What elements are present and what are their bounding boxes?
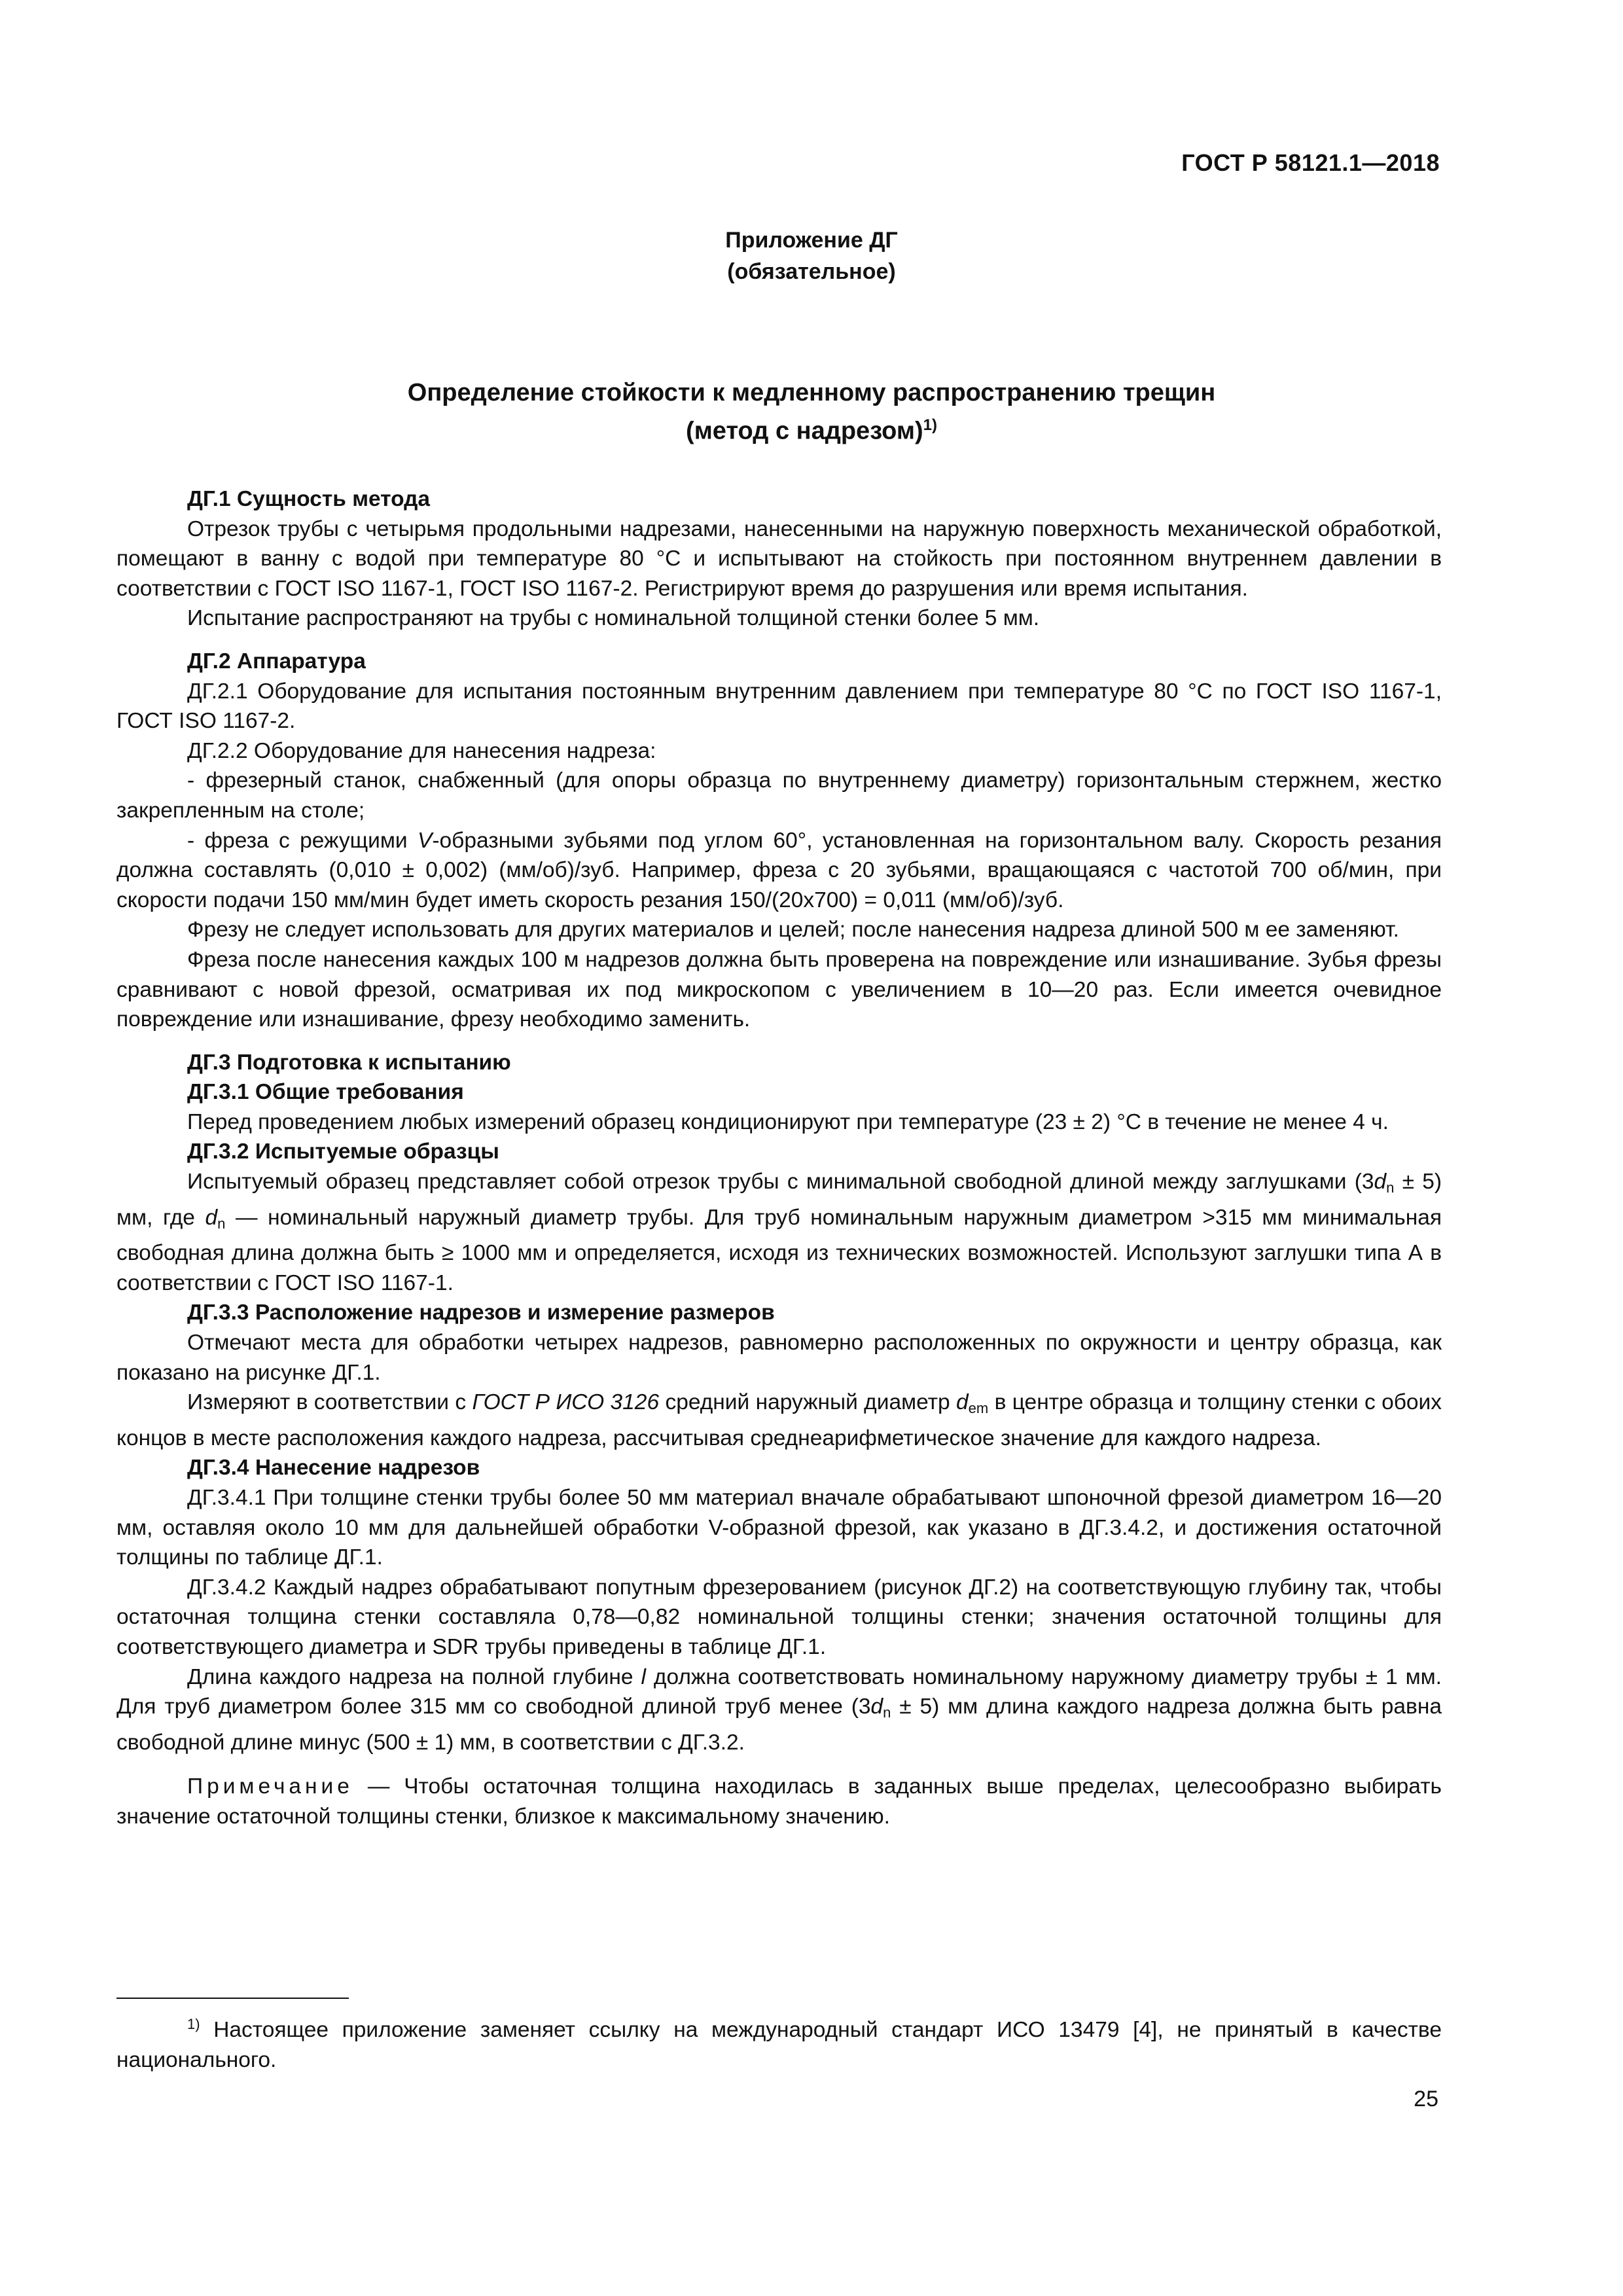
- paragraph: Длина каждого надреза на полной глубине l должна соответствовать номинальному наружному диаметру трубы ± 1 мм. Для труб диаметром более 315 мм со свободной длиной труб менее $(3d_n \pm 5)$ мм длина каждого надреза должна быть равна свободной длине минус (500 ± 1) мм, в соответствии с ДГ.3.2.: [116, 1664, 1442, 1755]
- paragraph: Испытание распространяют на трубы с номинальной толщиной стенки более 5 мм.: [187, 606, 1040, 631]
- paragraph: ДГ.3.4.2 Каждый надрез обрабатывают попутным фрезерованием (рисунок ДГ.2) на соответствующую глубину так, чтобы остаточная толщина стенки составляла 0,78—0,82 номинальной толщины стенки; значения остаточной толщины для соответствующего диаметра и SDR трубы приведены в таблице ДГ.1.: [116, 1575, 1442, 1659]
- paragraph: Фрезу не следует использовать для других материалов и целей; после нанесения надреза длиной 500 м ее заменяют.: [187, 918, 1399, 942]
- title-line-1: Определение стойкости к медленному распространению трещин: [407, 379, 1216, 406]
- paragraph: ДГ.2.2 Оборудование для нанесения надреза:: [187, 738, 656, 763]
- paragraph: ДГ.2.1 Оборудование для испытания постоянным внутренним давлением при температуре 80 °С по ГОСТ ISO 1167-1, ГОСТ ISO 1167-2.: [116, 679, 1442, 734]
- footnote-separator: [116, 1998, 349, 1999]
- annex-title: [0, 376, 1623, 448]
- subsection-heading-dg3-4: ДГ.3.4 Нанесение надрезов: [187, 1456, 480, 1480]
- annex-status: (обязательное): [727, 259, 896, 284]
- paragraph: Фреза после нанесения каждых 100 м надрезов должна быть проверена на повреждение или изнашивание. Зубья фрезы сравнивают с новой фрезой, осматривая их под микроскопом с увеличением в 10—20 раз. Если имеется очевидное повреждение или изнашивание, фрезу необходимо заменить.: [116, 947, 1442, 1032]
- note-label: Примечание: [187, 1774, 353, 1799]
- section-heading-dg1: ДГ.1 Сущность метода: [187, 487, 431, 511]
- annex-heading: [0, 224, 1623, 287]
- paragraph: Отрезок трубы с четырьмя продольными надрезами, нанесенными на наружную поверхность механической обработкой, помещают в ванну с водой при температуре 80 °С и испытывают на стойкость при постоянном внутреннем давлении в соответствии с ГОСТ ISO 1167-1, ГОСТ ISO 1167-2. Регистрируют время до разрушения или время испытания.: [116, 516, 1442, 601]
- title-footnote-mark: 1): [923, 416, 937, 434]
- title-line-2-text: (метод с надрезом): [686, 417, 923, 445]
- list-item: - фрезерный станок, снабженный (для опоры образца по внутреннему диаметру) горизонтальным стержнем, жестко закрепленным на столе;: [116, 768, 1442, 823]
- paragraph: ДГ.3.4.1 При толщине стенки трубы более 50 мм материал вначале обрабатывают шпоночной фрезой диаметром 16—20 мм, оставляя около 10 мм для дальнейшей обработки V-образной фрезой, как указано в ДГ.3.4.2, и достижения остаточной толщины по таблице ДГ.1.: [116, 1486, 1442, 1570]
- document-body: [116, 484, 1442, 1832]
- note: Примечание — Чтобы остаточная толщина находилась в заданных выше пределах, целесообразно выбирать значение остаточной толщины стенки, близкое к максимальному значению.: [116, 1774, 1442, 1829]
- annex-label: Приложение ДГ: [725, 228, 898, 253]
- paragraph: Измеряют в соответствии с ГОСТ Р ИСО 3126 средний наружный диаметр $d_{em}$ в центре образца и толщину стенки с обоих концов в месте расположения каждого надреза, рассчитывая среднеарифметическое значение для каждого надреза.: [116, 1390, 1442, 1450]
- paragraph: Отмечают места для обработки четырех надрезов, равномерно расположенных по окружности и центру образца, как показано на рисунке ДГ.1.: [116, 1331, 1442, 1385]
- page-number: 25: [1414, 2087, 1438, 2111]
- section-heading-dg2: ДГ.2 Аппаратура: [187, 649, 366, 673]
- footnote-mark: 1): [187, 2016, 200, 2032]
- section-heading-dg3: ДГ.3 Подготовка к испытанию: [187, 1050, 511, 1075]
- title-line-2: [0, 409, 1623, 448]
- paragraph: Перед проведением любых измерений образец кондиционируют при температуре (23 ± 2) °С в течение не менее 4 ч.: [187, 1109, 1389, 1134]
- subsection-heading-dg3-3: ДГ.3.3 Расположение надрезов и измерение размеров: [187, 1300, 775, 1325]
- standard-reference: ГОСТ Р ИСО 3126: [472, 1390, 660, 1415]
- list-item: - фреза с режущими V-образными зубьями под углом 60°, установленная на горизонтальном валу. Скорость резания должна составлять (0,010 ± 0,002) (мм/об)/зуб. Например, фреза с 20 зубьями, вращающаяся с частотой 700 об/мин, при скорости подачи 150 мм/мин будет иметь скорость резания 150/(20х700) = 0,011 (мм/об)/зуб.: [116, 828, 1442, 912]
- document-code: ГОСТ Р 58121.1—2018: [1181, 149, 1440, 176]
- subsection-heading-dg3-1: ДГ.3.1 Общие требования: [187, 1080, 464, 1105]
- subsection-heading-dg3-2: ДГ.3.2 Испытуемые образцы: [187, 1139, 499, 1164]
- footnote: $^{1)}$ Настоящее приложение заменяет ссылку на международный стандарт ИСО 13479 [4], не принятый в качестве национального.: [116, 2016, 1442, 2072]
- paragraph: Испытуемый образец представляет собой отрезок трубы с минимальной свободной длиной между заглушками $(3d_n \pm 5)$ мм, где $d_n$ — номинальный наружный диаметр трубы. Для труб номинальным наружным диаметром >315 мм минимальная свободная длина должна быть ≥ 1000 мм и определяется, исходя из технических возможностей. Используют заглушки типа А в соответствии с ГОСТ ISO 1167-1.: [116, 1170, 1442, 1295]
